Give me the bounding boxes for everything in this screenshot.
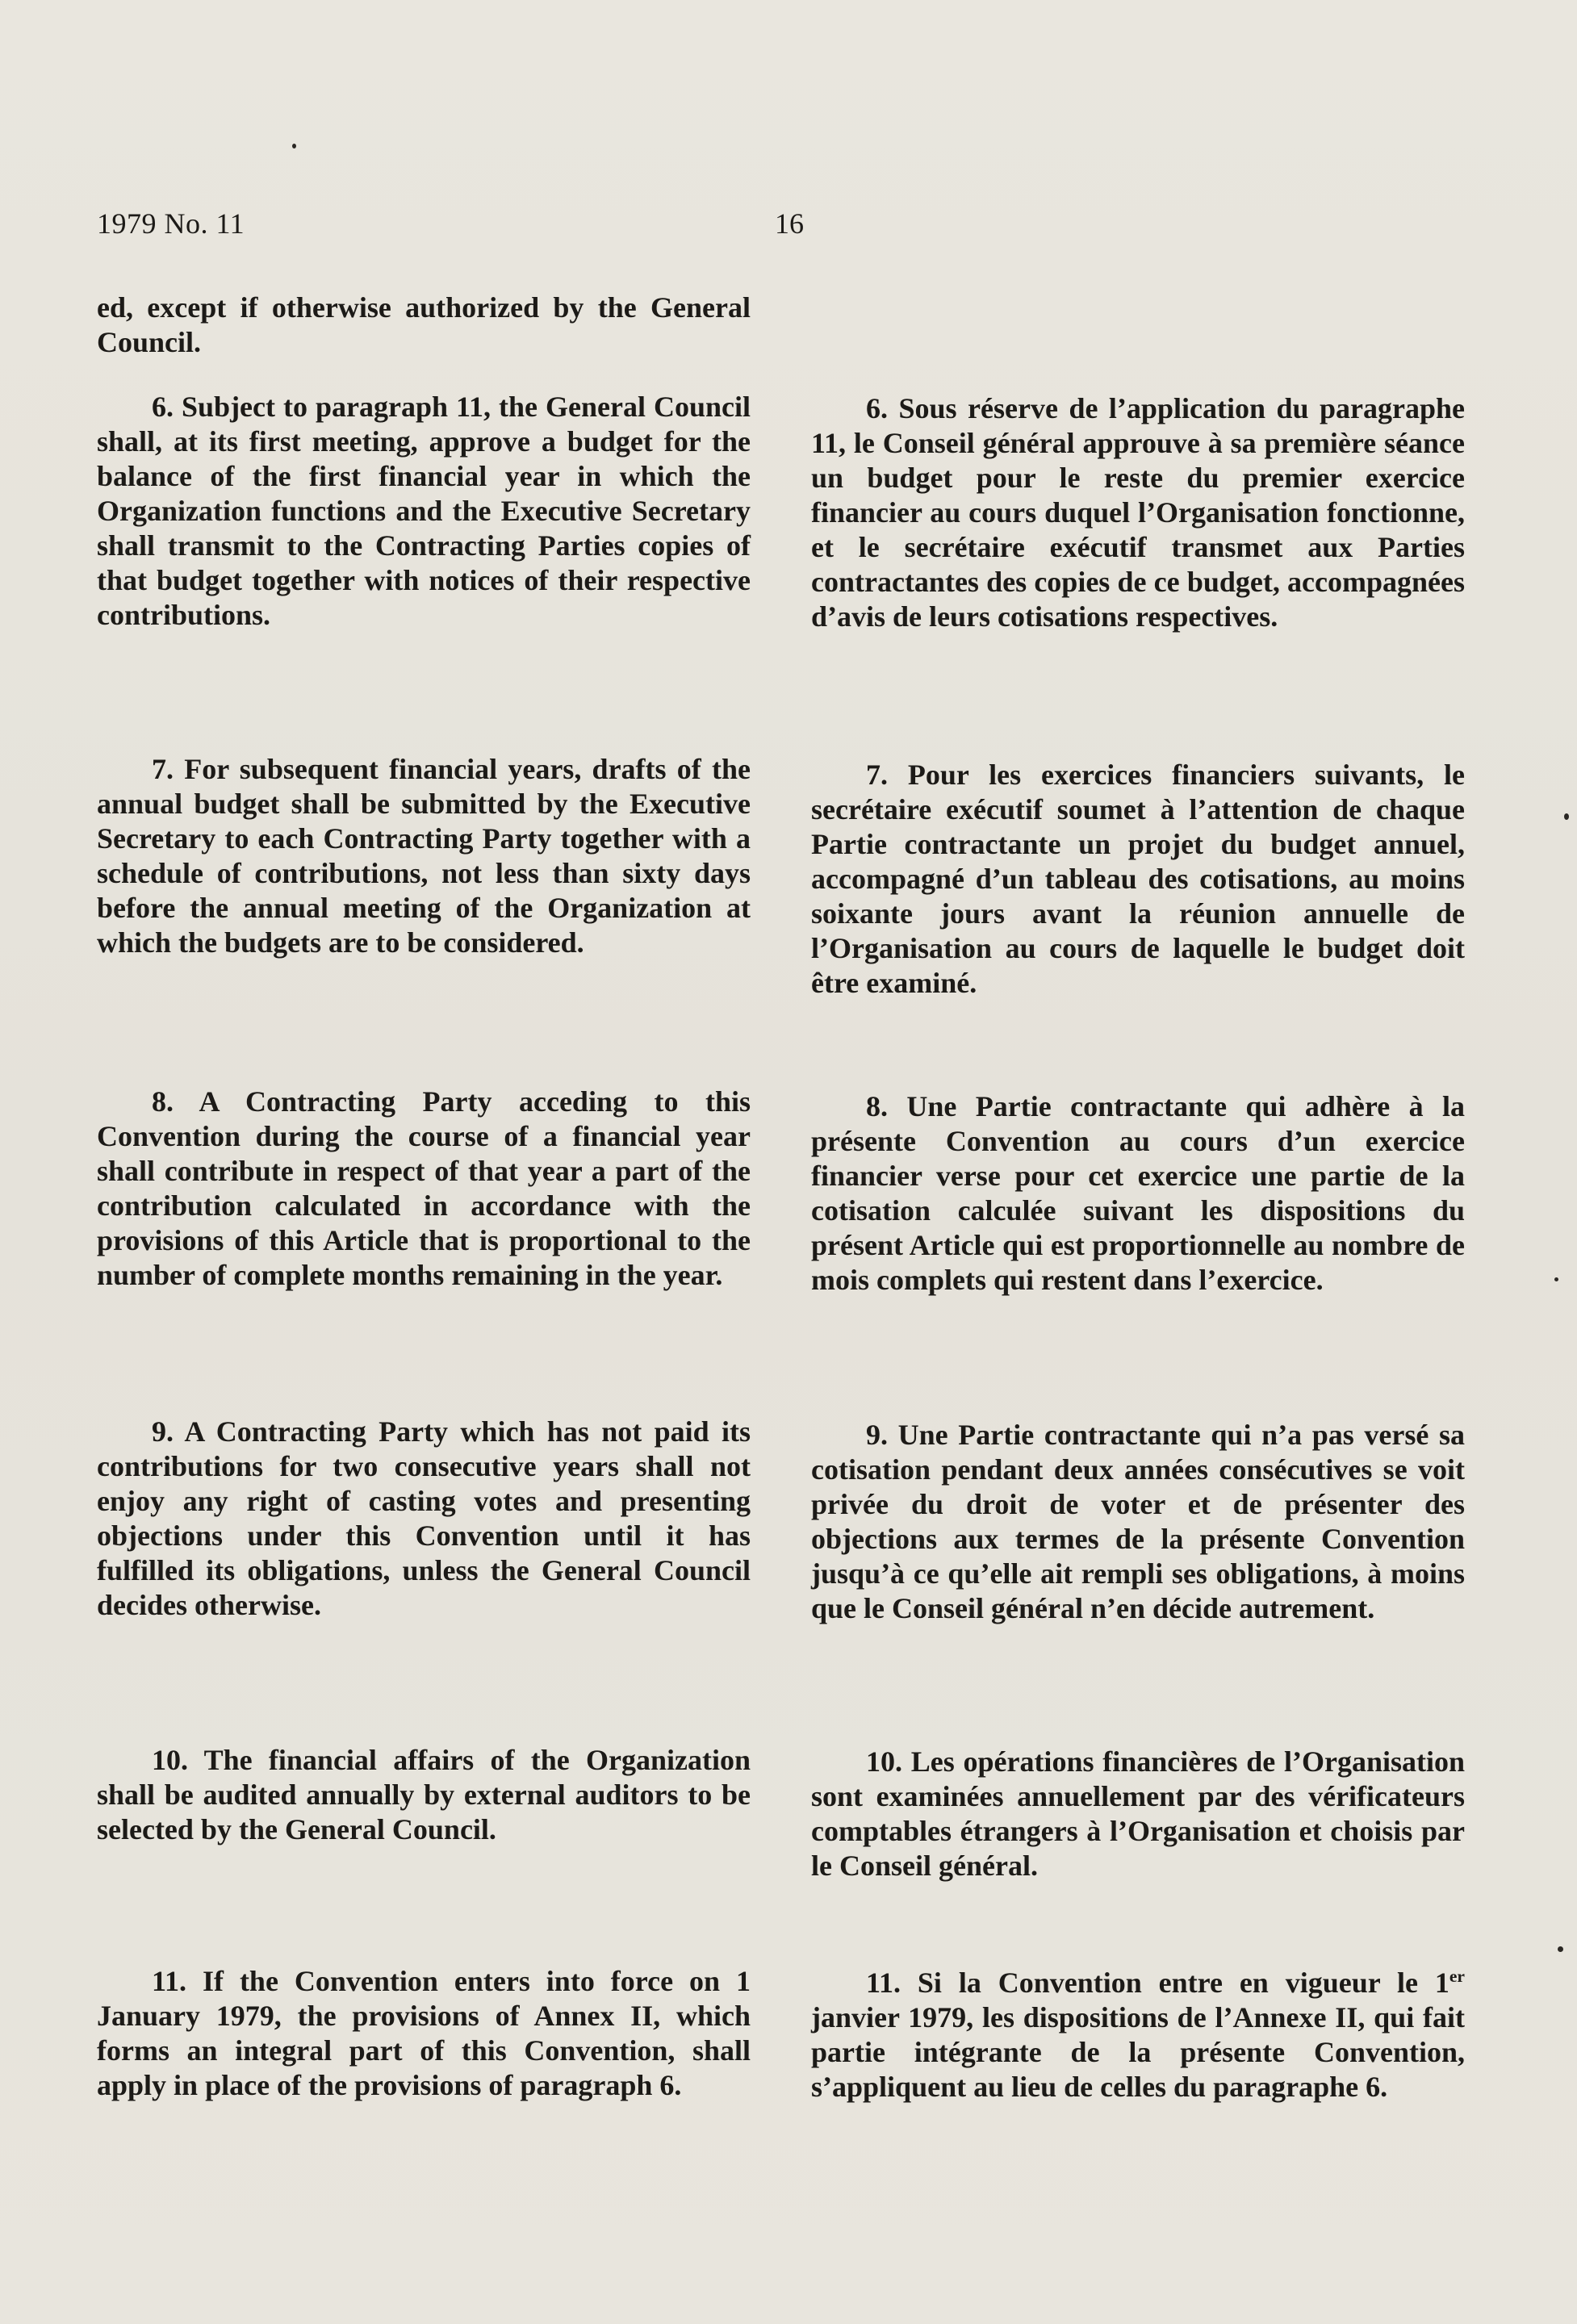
print-speck: [1554, 1277, 1558, 1281]
page-number: 16: [775, 207, 804, 240]
french-paragraph-11-end: janvier 1979, les dispositions de l’Annexe II, qui fait partie intégrante de la présente Convention, s’appliquent au lieu de celles du paragraphe 6.: [811, 2001, 1465, 2103]
print-speck: [292, 144, 296, 148]
english-paragraph-8: 8. A Contracting Party acceding to this Convention during the course of a financial year shall contribute in respect of that year a part of the contribution calculated in accordance with the provisions of this Article that is proportional to the number of complete months remaining in the year.: [97, 1085, 751, 1291]
french-paragraph-9: 9. Une Partie contractante qui n’a pas versé sa cotisation pendant deux années consécutives se voit privée du droit de voter et de présenter des objections aux termes de la présente Convention jusqu’à ce qu’elle ait rempli ses obligations, à moins que le Conseil général n’en décide autrement.: [811, 1419, 1465, 1624]
french-paragraph-11-start: 11. Si la Convention entre en vigueur le 1: [866, 1967, 1449, 1999]
ordinal-superscript: er: [1449, 1967, 1465, 1986]
english-paragraph-6: 6. Subject to paragraph 11, the General Council shall, at its first meeting, approve a budget for the balance of the first financial year in which the Organization functions and the Executive Secretary shall transmit to the Contracting Parties copies of that budget together with notices of their respective contributions.: [97, 391, 751, 631]
print-speck: [1564, 813, 1569, 820]
english-paragraph-11: 11. If the Convention enters into force on 1 January 1979, the provisions of Annex II, which forms an integral part of this Convention, shall apply in place of the provisions of paragraph 6.: [97, 1965, 751, 2101]
english-paragraph-7: 7. For subsequent financial years, drafts of the annual budget shall be submitted by the Executive Secretary to each Contracting Party together with a schedule of contributions, not less than sixty days before the annual meeting of the Organization at which the budgets are to be considered.: [97, 753, 751, 959]
french-paragraph-6: 6. Sous réserve de l’application du paragraphe 11, le Conseil général approuve à sa première séance un budget pour le reste du premier exercice financier au cours duquel l’Organisation fonctionne, et le secrétaire exécutif transmet aux Parties contractantes des copies de ce budget, accompagnées d’avis de leurs cotisations respectives.: [811, 392, 1465, 633]
english-paragraph-9: 9. A Contracting Party which has not paid its contributions for two consecutive years shall not enjoy any right of casting votes and presenting objections under this Convention until it has fulfilled its obligations, unless the General Council decides otherwise.: [97, 1415, 751, 1621]
english-paragraph-continued: ed, except if otherwise authorized by the General Council.: [97, 291, 751, 358]
french-paragraph-10: 10. Les opérations financières de l’Organisation sont examinées annuellement par des vérificateurs comptables étrangers à l’Organisation et choisis par le Conseil général.: [811, 1745, 1465, 1882]
english-paragraph-10: 10. The financial affairs of the Organization shall be audited annually by external auditors to be selected by the General Council.: [97, 1744, 751, 1845]
print-speck: [1558, 1946, 1563, 1952]
french-paragraph-8: 8. Une Partie contractante qui adhère à la présente Convention au cours d’un exercice financier verse pour cet exercice une partie de la cotisation calculée suivant les dispositions du présent Article qui est proportionnelle au nombre de mois complets qui restent dans l’exercice.: [811, 1090, 1465, 1296]
document-citation: 1979 No. 11: [97, 207, 245, 240]
french-paragraph-7: 7. Pour les exercices financiers suivants, le secrétaire exécutif soumet à l’attention de chaque Partie contractante un projet du budget annuel, accompagné d’un tableau des cotisations, au moins soixante jours avant la réunion annuelle de l’Organisation au cours de laquelle le budget doit être examiné.: [811, 759, 1465, 999]
french-paragraph-11: [811, 1966, 1465, 2105]
